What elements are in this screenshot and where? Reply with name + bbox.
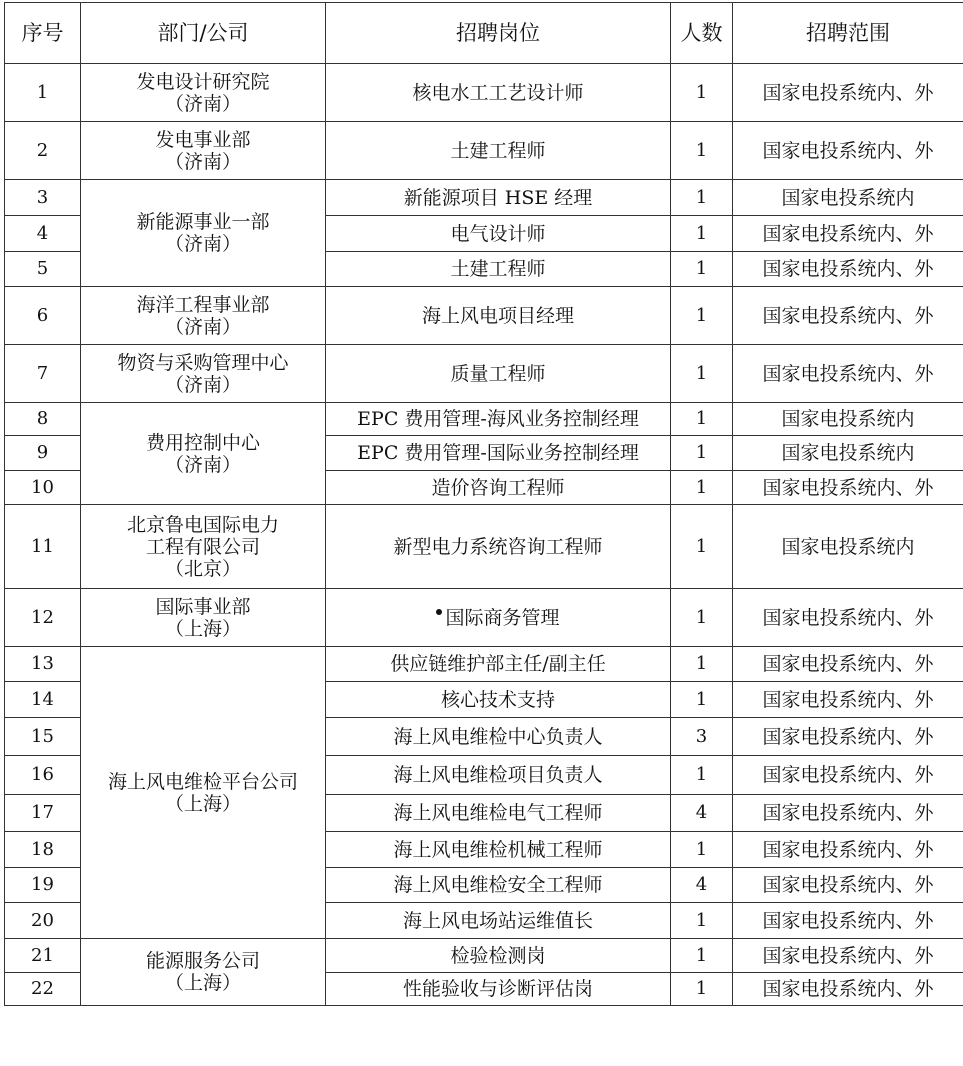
- position-text: 海上风电项目经理: [421, 304, 574, 327]
- cell-position: [326, 403, 671, 436]
- position-text: EPC 费用管理-海风业务控制经理: [357, 408, 639, 430]
- cell-department: [81, 122, 326, 180]
- position-text: 新能源项目 HSE 经理: [403, 186, 593, 209]
- cell-number: 8: [5, 403, 81, 436]
- cell-department: [81, 939, 326, 1006]
- cell-number: 21: [5, 939, 81, 973]
- cell-scope: 国家电投系统内、外: [733, 795, 963, 832]
- cell-count: 1: [671, 647, 733, 682]
- table-row: [5, 345, 963, 403]
- cell-position: [326, 868, 671, 903]
- bullet-dot-icon: [436, 609, 442, 615]
- position-text: 土建工程师: [450, 258, 546, 280]
- department-line: （上海）: [164, 617, 241, 640]
- position-text: 海上风电场站运维值长: [402, 909, 593, 932]
- position-text: 造价咨询工程师: [431, 476, 565, 499]
- cell-count: 1: [671, 471, 733, 505]
- position-text: 供应链维护部主任/副主任: [390, 653, 606, 675]
- cell-count: 1: [671, 682, 733, 718]
- recruitment-table: [4, 2, 963, 1006]
- department-line: 发电设计研究院: [136, 70, 270, 93]
- cell-number: 4: [5, 216, 81, 252]
- department-line: 海洋工程事业部: [136, 293, 270, 316]
- position-text: 核电水工工艺设计师: [412, 81, 584, 104]
- cell-position: [326, 122, 671, 180]
- cell-number: 14: [5, 682, 81, 718]
- cell-position: [326, 756, 671, 795]
- department-line: 北京鲁电国际电力: [126, 513, 279, 536]
- cell-scope: 国家电投系统内、外: [733, 868, 963, 903]
- department-line: 国际事业部: [155, 595, 251, 618]
- position-text: 海上风电维检中心负责人: [393, 725, 603, 748]
- cell-position: [326, 832, 671, 868]
- cell-number: 7: [5, 345, 81, 403]
- cell-number: 9: [5, 436, 81, 471]
- cell-position: [326, 939, 671, 973]
- header-position: 招聘岗位: [326, 3, 671, 64]
- cell-scope: 国家电投系统内、外: [733, 939, 963, 973]
- cell-department: [81, 64, 326, 122]
- cell-position: [326, 718, 671, 756]
- cell-position: [326, 64, 671, 122]
- cell-count: 3: [671, 718, 733, 756]
- cell-number: 13: [5, 647, 81, 682]
- department-line: （北京）: [164, 557, 241, 580]
- cell-count: 1: [671, 287, 733, 345]
- table-row: [5, 287, 963, 345]
- cell-count: 1: [671, 436, 733, 471]
- cell-count: 1: [671, 505, 733, 589]
- cell-position: [326, 216, 671, 252]
- cell-count: 1: [671, 939, 733, 973]
- cell-number: 15: [5, 718, 81, 756]
- cell-position: [326, 903, 671, 939]
- department-line: （上海）: [164, 792, 241, 815]
- cell-number: 20: [5, 903, 81, 939]
- header-department: 部门/公司: [81, 3, 326, 64]
- cell-scope: 国家电投系统内: [733, 180, 963, 216]
- cell-count: 4: [671, 868, 733, 903]
- cell-number: 3: [5, 180, 81, 216]
- cell-number: 18: [5, 832, 81, 868]
- position-text: 海上风电维检安全工程师: [393, 874, 603, 896]
- position-text: 海上风电维检电气工程师: [393, 802, 603, 824]
- cell-position: [326, 973, 671, 1006]
- position-text: 检验检测岗: [450, 944, 546, 967]
- cell-position: [326, 436, 671, 471]
- cell-scope: 国家电投系统内、外: [733, 589, 963, 647]
- cell-department: [81, 647, 326, 939]
- cell-scope: 国家电投系统内、外: [733, 122, 963, 180]
- table-header-row: [5, 3, 963, 64]
- header-scope: 招聘范围: [733, 3, 963, 64]
- cell-count: 1: [671, 403, 733, 436]
- department-line: 发电事业部: [155, 128, 251, 151]
- cell-count: 1: [671, 973, 733, 1006]
- cell-scope: 国家电投系统内、外: [733, 252, 963, 287]
- position-text: 性能验收与诊断评估岗: [402, 978, 593, 1000]
- cell-scope: 国家电投系统内、外: [733, 471, 963, 505]
- cell-count: 1: [671, 180, 733, 216]
- cell-number: 22: [5, 973, 81, 1006]
- position-text: 海上风电维检项目负责人: [393, 764, 603, 786]
- cell-position: [326, 795, 671, 832]
- position-text: 国际商务管理: [445, 606, 560, 629]
- cell-number: 19: [5, 868, 81, 903]
- table-body: [5, 64, 963, 1006]
- cell-count: 1: [671, 64, 733, 122]
- cell-department: [81, 180, 326, 287]
- cell-scope: 国家电投系统内、外: [733, 647, 963, 682]
- table-row: [5, 939, 963, 973]
- cell-count: 1: [671, 832, 733, 868]
- cell-position: [326, 471, 671, 505]
- cell-count: 1: [671, 589, 733, 647]
- table-row: [5, 403, 963, 436]
- table-row: [5, 505, 963, 589]
- department-line: 能源服务公司: [145, 950, 260, 972]
- cell-scope: 国家电投系统内、外: [733, 756, 963, 795]
- cell-number: 10: [5, 471, 81, 505]
- cell-number: 12: [5, 589, 81, 647]
- cell-position: [326, 345, 671, 403]
- cell-count: 4: [671, 795, 733, 832]
- department-line: （上海）: [164, 972, 241, 994]
- header-number: 序号: [5, 3, 81, 64]
- cell-scope: 国家电投系统内、外: [733, 973, 963, 1006]
- position-text: 质量工程师: [450, 362, 546, 385]
- position-text: 海上风电维检机械工程师: [393, 838, 603, 861]
- cell-position: [326, 682, 671, 718]
- department-line: （济南）: [164, 453, 241, 476]
- cell-scope: 国家电投系统内、外: [733, 345, 963, 403]
- cell-count: 1: [671, 122, 733, 180]
- cell-position: [326, 647, 671, 682]
- position-text: 核心技术支持: [440, 688, 555, 711]
- cell-count: 1: [671, 903, 733, 939]
- table-row: [5, 589, 963, 647]
- cell-count: 1: [671, 345, 733, 403]
- department-line: 工程有限公司: [145, 535, 260, 558]
- cell-department: [81, 589, 326, 647]
- cell-count: 1: [671, 216, 733, 252]
- cell-scope: 国家电投系统内、外: [733, 64, 963, 122]
- table-row: [5, 180, 963, 216]
- cell-position: [326, 287, 671, 345]
- cell-scope: 国家电投系统内、外: [733, 682, 963, 718]
- cell-position: [326, 505, 671, 589]
- cell-number: 16: [5, 756, 81, 795]
- cell-scope: 国家电投系统内: [733, 403, 963, 436]
- department-line: 海上风电维检平台公司: [107, 770, 298, 793]
- department-line: 新能源事业一部: [136, 211, 270, 233]
- cell-number: 6: [5, 287, 81, 345]
- department-line: （济南）: [164, 315, 241, 338]
- position-text: 新型电力系统咨询工程师: [393, 535, 603, 558]
- cell-count: 1: [671, 756, 733, 795]
- department-line: 费用控制中心: [145, 431, 260, 454]
- cell-scope: 国家电投系统内: [733, 505, 963, 589]
- cell-department: [81, 403, 326, 505]
- cell-number: 1: [5, 64, 81, 122]
- table-row: [5, 64, 963, 122]
- cell-scope: 国家电投系统内、外: [733, 216, 963, 252]
- cell-number: 17: [5, 795, 81, 832]
- position-text: 电气设计师: [450, 222, 546, 245]
- cell-scope: 国家电投系统内、外: [733, 718, 963, 756]
- position-text: EPC 费用管理-国际业务控制经理: [357, 442, 639, 464]
- cell-scope: 国家电投系统内、外: [733, 287, 963, 345]
- cell-position: [326, 252, 671, 287]
- cell-number: 5: [5, 252, 81, 287]
- table-row: [5, 647, 963, 682]
- cell-position: [326, 180, 671, 216]
- department-line: （济南）: [164, 92, 241, 115]
- cell-count: 1: [671, 252, 733, 287]
- department-line: （济南）: [164, 233, 241, 255]
- cell-number: 2: [5, 122, 81, 180]
- department-line: （济南）: [164, 373, 241, 396]
- department-line: （济南）: [164, 150, 241, 173]
- cell-number: 11: [5, 505, 81, 589]
- cell-department: [81, 345, 326, 403]
- cell-scope: 国家电投系统内、外: [733, 903, 963, 939]
- cell-scope: 国家电投系统内: [733, 436, 963, 471]
- cell-department: [81, 287, 326, 345]
- cell-scope: 国家电投系统内、外: [733, 832, 963, 868]
- department-line: 物资与采购管理中心: [117, 351, 289, 374]
- position-text: 土建工程师: [450, 139, 546, 162]
- table-row: [5, 122, 963, 180]
- header-count: 人数: [671, 3, 733, 64]
- cell-position: [326, 589, 671, 647]
- cell-department: [81, 505, 326, 589]
